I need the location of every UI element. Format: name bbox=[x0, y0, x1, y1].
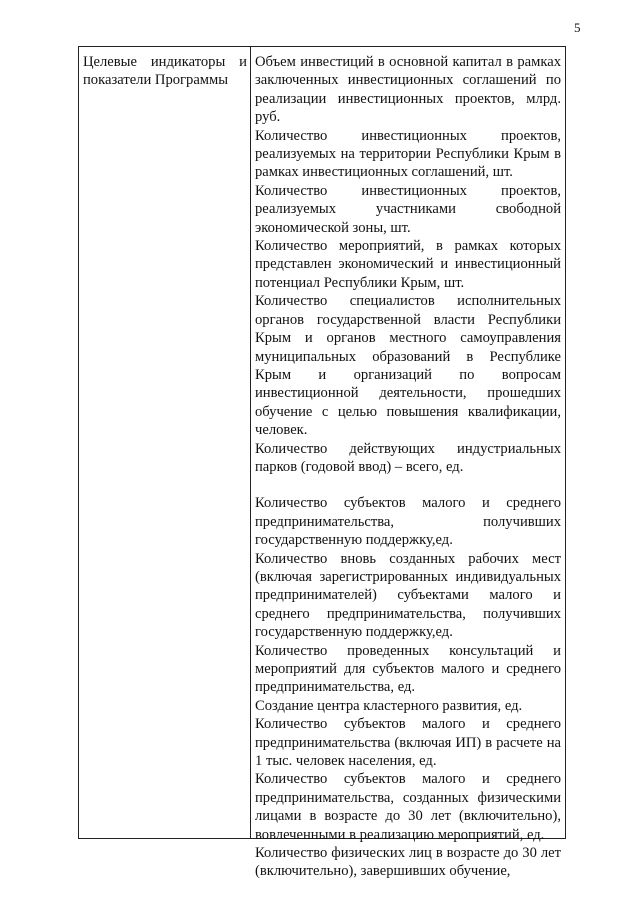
indicator-item: Количество субъектов малого и среднего предпринимательства (включая ИП) в расчете на 1 тыс. человек населения, ед. bbox=[255, 716, 561, 770]
indicator-item: Количество инвестиционных проектов, реализуемых участниками свободной экономической зоны, шт. bbox=[255, 182, 561, 236]
row-label: Целевые индикаторы и показатели Программы bbox=[83, 54, 247, 88]
indicator-item: Количество физических лиц в возрасте до 30 лет (включительно), завершивших обучение, bbox=[255, 845, 561, 880]
indicator-item: Количество мероприятий, в рамках которых представлен экономический и инвестиционный потенциал Республики Крым, шт. bbox=[255, 238, 561, 291]
column-divider bbox=[250, 47, 251, 838]
indicator-item: Объем инвестиций в основной капитал в рамках заключенных инвестиционных соглашений по реализации инвестиционных проектов, млрд. руб. bbox=[255, 54, 561, 126]
indicator-item: Создание центра кластерного развития, ед. bbox=[255, 697, 523, 714]
indicator-item: Количество действующих индустриальных парков (годовой ввод) – всего, ед. bbox=[255, 440, 561, 475]
indicator-item: Количество вновь созданных рабочих мест (включая зарегистрированных индивидуальных предпринимателей) субъектами малого и среднего предпринимательства, получивших государственную поддержку,ед. bbox=[255, 550, 561, 641]
indicator-item: Количество субъектов малого и среднего предпринимательства, созданных физическими лицами в возрасте до 30 лет (включительно), вовлеченными в реализацию мероприятий, ед. bbox=[255, 771, 561, 843]
indicator-item: Количество специалистов исполнительных органов государственной власти Республики Крым и органов местного самоуправления муниципальных образований в Республике Крым и организаций по вопросам инвестиционной деятельности, прошедших обучение с целью повышения квалификации, человек. bbox=[255, 293, 561, 439]
indicators-cell bbox=[255, 53, 561, 881]
program-indicators-table bbox=[78, 46, 566, 880]
indicator-item: Количество субъектов малого и среднего предпринимательства, получивших государственную поддержку,ед. bbox=[255, 495, 561, 549]
indicator-item: Количество проведенных консультаций и мероприятий для субъектов малого и среднего предпринимательства, ед. bbox=[255, 642, 561, 696]
indicator-item: Количество инвестиционных проектов, реализуемых на территории Республики Крым в рамках инвестиционных соглашений, шт. bbox=[255, 127, 561, 181]
page-number: 5 bbox=[574, 20, 581, 35]
row-label-cell bbox=[83, 53, 247, 89]
